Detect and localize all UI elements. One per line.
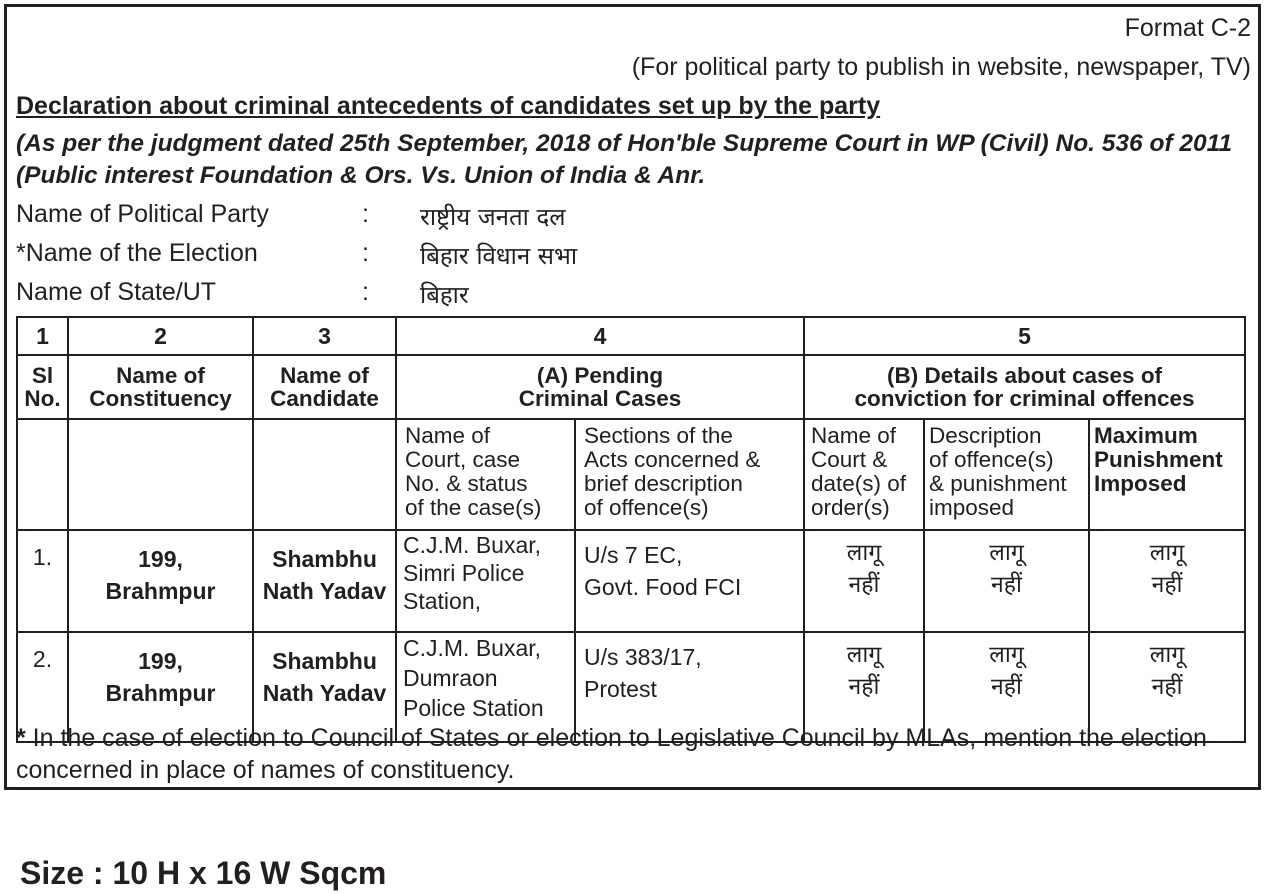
sections-subheader	[575, 419, 804, 530]
column-number-row	[17, 317, 1245, 355]
col-number: 5	[804, 317, 1245, 355]
cell-line: U/s 383/17,	[584, 644, 702, 670]
cell-line: Dumraon	[403, 665, 498, 691]
constituency-header	[68, 355, 253, 419]
serial-number: 2.	[17, 632, 68, 742]
sections-cell	[575, 530, 804, 632]
party-name-value: राष्ट्रीय जनता दल	[420, 203, 566, 231]
colon: :	[362, 200, 369, 228]
header-line: Name of	[116, 363, 205, 388]
subheader-line: date(s) of	[811, 471, 907, 496]
ad-size-note: Size : 10 H x 16 W Sqcm	[20, 855, 387, 891]
col-number: 3	[253, 317, 396, 355]
subheader-line: Imposed	[1094, 471, 1187, 496]
cell-line: 199,	[138, 648, 183, 674]
subheader-line: of offence(s)	[929, 447, 1054, 472]
header-line: Sl	[31, 363, 54, 388]
cell-line: लागू	[846, 540, 882, 566]
state-name-label: Name of State/UT	[16, 278, 217, 306]
constituency-cell	[68, 530, 253, 632]
subheader-line: Court, case	[405, 447, 521, 472]
header-line: Name of	[280, 363, 369, 388]
description-subheader	[924, 419, 1089, 530]
cell-line: Police Station	[403, 695, 544, 721]
judgment-reference: (As per the judgment dated 25th September, 2018 of Hon'ble Supreme Court in WP (Civil) No. 536 of 2011 (Public interest Foundation & Ors. Vs. Union of India & Anr.	[16, 130, 1233, 189]
header-line: No.	[24, 386, 61, 411]
cell-line: Govt. Food FCI	[584, 574, 742, 600]
cell-line: नहीं	[991, 572, 1022, 598]
cell-line: लागू	[989, 540, 1024, 566]
court-case-subheader	[396, 419, 575, 530]
max-punishment-subheader	[1089, 419, 1245, 530]
subheader-row	[17, 419, 1245, 530]
sl-no-header	[17, 355, 68, 419]
header-line: (A) Pending	[536, 363, 664, 388]
subheader-line: order(s)	[811, 495, 890, 520]
header-line: (B) Details about cases of	[886, 363, 1163, 388]
header-line: Criminal Cases	[518, 386, 682, 411]
subheader-line: Description	[929, 423, 1042, 448]
court-date-subheader	[804, 419, 924, 530]
cell-line: नहीं	[1151, 572, 1183, 598]
cell-line: Nath Yadav	[262, 578, 387, 604]
col-number: 2	[68, 317, 253, 355]
subheader-line: brief description	[584, 471, 743, 496]
col-number: 1	[17, 317, 68, 355]
candidate-header	[253, 355, 396, 419]
cell-line: Shambhu	[272, 546, 377, 572]
election-name-label: *Name of the Election	[16, 239, 258, 267]
cell-line: Nath Yadav	[262, 680, 387, 706]
conviction-header	[804, 355, 1245, 419]
cell-line: लागू	[1149, 642, 1185, 668]
footnote	[16, 722, 1248, 786]
header-line: conviction for criminal offences	[854, 386, 1195, 411]
publish-note: (For political party to publish in website, newspaper, TV)	[631, 53, 1251, 81]
cell-line: C.J.M. Buxar,	[403, 635, 542, 661]
header-line: Candidate	[270, 386, 379, 411]
cell-line: U/s 7 EC,	[584, 542, 683, 568]
cell-line: नहीं	[1151, 674, 1183, 700]
subheader-line: & punishment	[929, 471, 1067, 496]
cell-line: 199,	[138, 546, 183, 572]
col-number: 4	[396, 317, 804, 355]
table-row	[17, 530, 1245, 632]
colon: :	[362, 239, 369, 267]
not-applicable-cell	[804, 530, 924, 632]
format-label: Format C-2	[1124, 14, 1251, 42]
cell-line: लागू	[989, 642, 1024, 668]
subheader-line: Maximum	[1094, 423, 1198, 448]
subheader-line: Acts concerned &	[584, 447, 761, 472]
colon: :	[362, 278, 369, 306]
cell-line: C.J.M. Buxar,	[403, 532, 542, 558]
empty-cell	[17, 419, 68, 530]
serial-number: 1.	[17, 530, 68, 632]
not-applicable-cell	[924, 530, 1089, 632]
subheader-line: No. & status	[405, 471, 528, 496]
candidate-cell	[253, 530, 396, 632]
pending-cases-header	[396, 355, 804, 419]
state-name-value: बिहार	[420, 281, 469, 309]
subheader-line: of the case(s)	[405, 495, 542, 520]
subheader-line: Punishment	[1094, 447, 1223, 472]
cell-line: नहीं	[848, 572, 880, 598]
party-name-label: Name of Political Party	[16, 200, 269, 228]
subheader-line: of offence(s)	[584, 495, 709, 520]
subheader-line: Name of	[811, 423, 897, 448]
election-name-value: बिहार विधान सभा	[420, 242, 578, 270]
footnote-star: *	[16, 724, 26, 752]
cell-line: Shambhu	[272, 648, 377, 674]
cell-line: Brahmpur	[105, 680, 216, 706]
cell-line: Brahmpur	[105, 578, 216, 604]
cell-line: Station,	[403, 588, 481, 614]
header-row	[17, 355, 1245, 419]
header-line: Constituency	[89, 386, 232, 411]
court-case-cell	[396, 530, 575, 632]
cell-line: नहीं	[991, 674, 1022, 700]
declaration-title: Declaration about criminal antecedents of candidates set up by the party	[16, 92, 881, 120]
empty-cell	[253, 419, 396, 530]
cell-line: Protest	[584, 676, 657, 702]
criminal-antecedents-table	[16, 316, 1246, 743]
not-applicable-cell	[1089, 530, 1245, 632]
empty-cell	[68, 419, 253, 530]
subheader-line: imposed	[929, 495, 1015, 520]
cell-line: Simri Police	[403, 560, 525, 586]
subheader-line: Court &	[811, 447, 888, 472]
subheader-line: Sections of the	[584, 423, 733, 448]
cell-line: लागू	[1149, 540, 1185, 566]
cell-line: नहीं	[848, 674, 880, 700]
footnote-text: In the case of election to Council of States or election to Legislative Council by MLAs, mention the election concerned in place of names of constituency.	[16, 724, 1207, 784]
subheader-line: Name of	[405, 423, 491, 448]
cell-line: लागू	[846, 642, 882, 668]
